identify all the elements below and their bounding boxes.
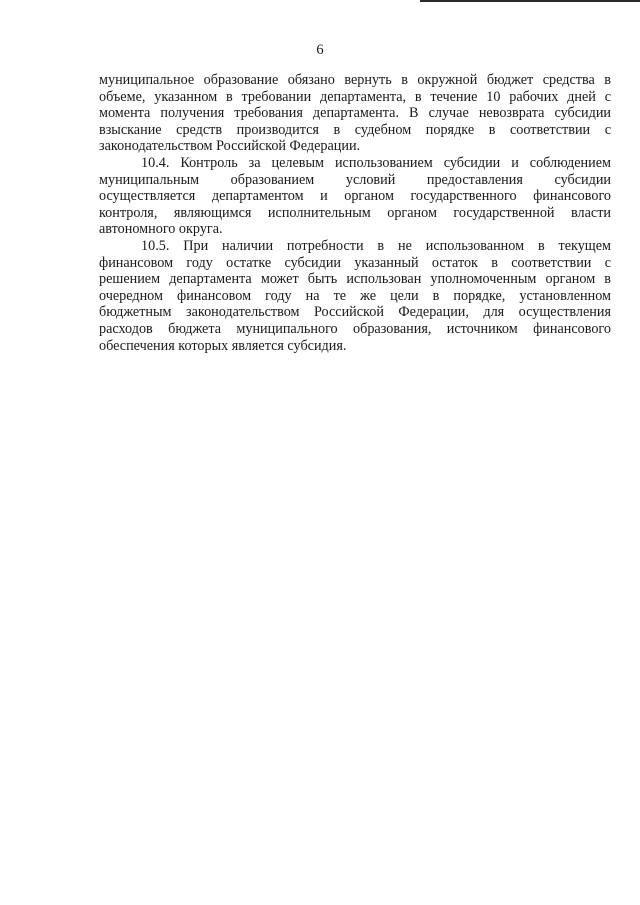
text-line: 10.4. Контроль за целевым использованием субсидии и соблюдением: [141, 154, 611, 171]
text-line: взыскание средств производится в судебном порядке в соответствии с: [99, 121, 611, 138]
text-line: контроля, являющимся исполнительным органом государственной власти: [99, 204, 611, 221]
text-line: обеспечения которых является субсидия.: [99, 337, 347, 354]
paragraph-10-4-control: [99, 155, 611, 238]
text-line: законодательством Российской Федерации.: [99, 138, 361, 155]
document-body: [99, 72, 611, 354]
text-line: муниципальное образование обязано вернуть в окружной бюджет средства в: [99, 72, 611, 88]
text-line: очередном финансовом году на те же цели в порядке, установленном: [99, 287, 611, 304]
paragraph-10-5-remaining-balance: [99, 238, 611, 354]
text-line: решением департамента может быть использован уполномоченным органом в: [99, 271, 611, 288]
text-line: момента получения требования департамента. В случае невозврата субсидии: [99, 105, 611, 122]
text-line: 10.5. При наличии потребности в не использованном в текущем: [141, 237, 611, 254]
text-line: осуществляется департаментом и органом государственного финансового: [99, 188, 611, 205]
scan-edge-line: [420, 0, 640, 2]
text-line: расходов бюджета муниципального образования, источником финансового: [99, 320, 611, 337]
text-line: финансовом году остатке субсидии указанный остаток в соответствии с: [99, 254, 611, 271]
text-line: муниципальным образованием условий предоставления субсидии: [99, 171, 611, 188]
paragraph-return-of-funds: [99, 72, 611, 155]
text-line: автономного округа.: [99, 221, 223, 238]
text-line: объеме, указанном в требовании департамента, в течение 10 рабочих дней с: [99, 88, 611, 105]
text-line: бюджетным законодательством Российской Федерации, для осуществления: [99, 304, 611, 321]
page-number: 6: [316, 42, 324, 58]
